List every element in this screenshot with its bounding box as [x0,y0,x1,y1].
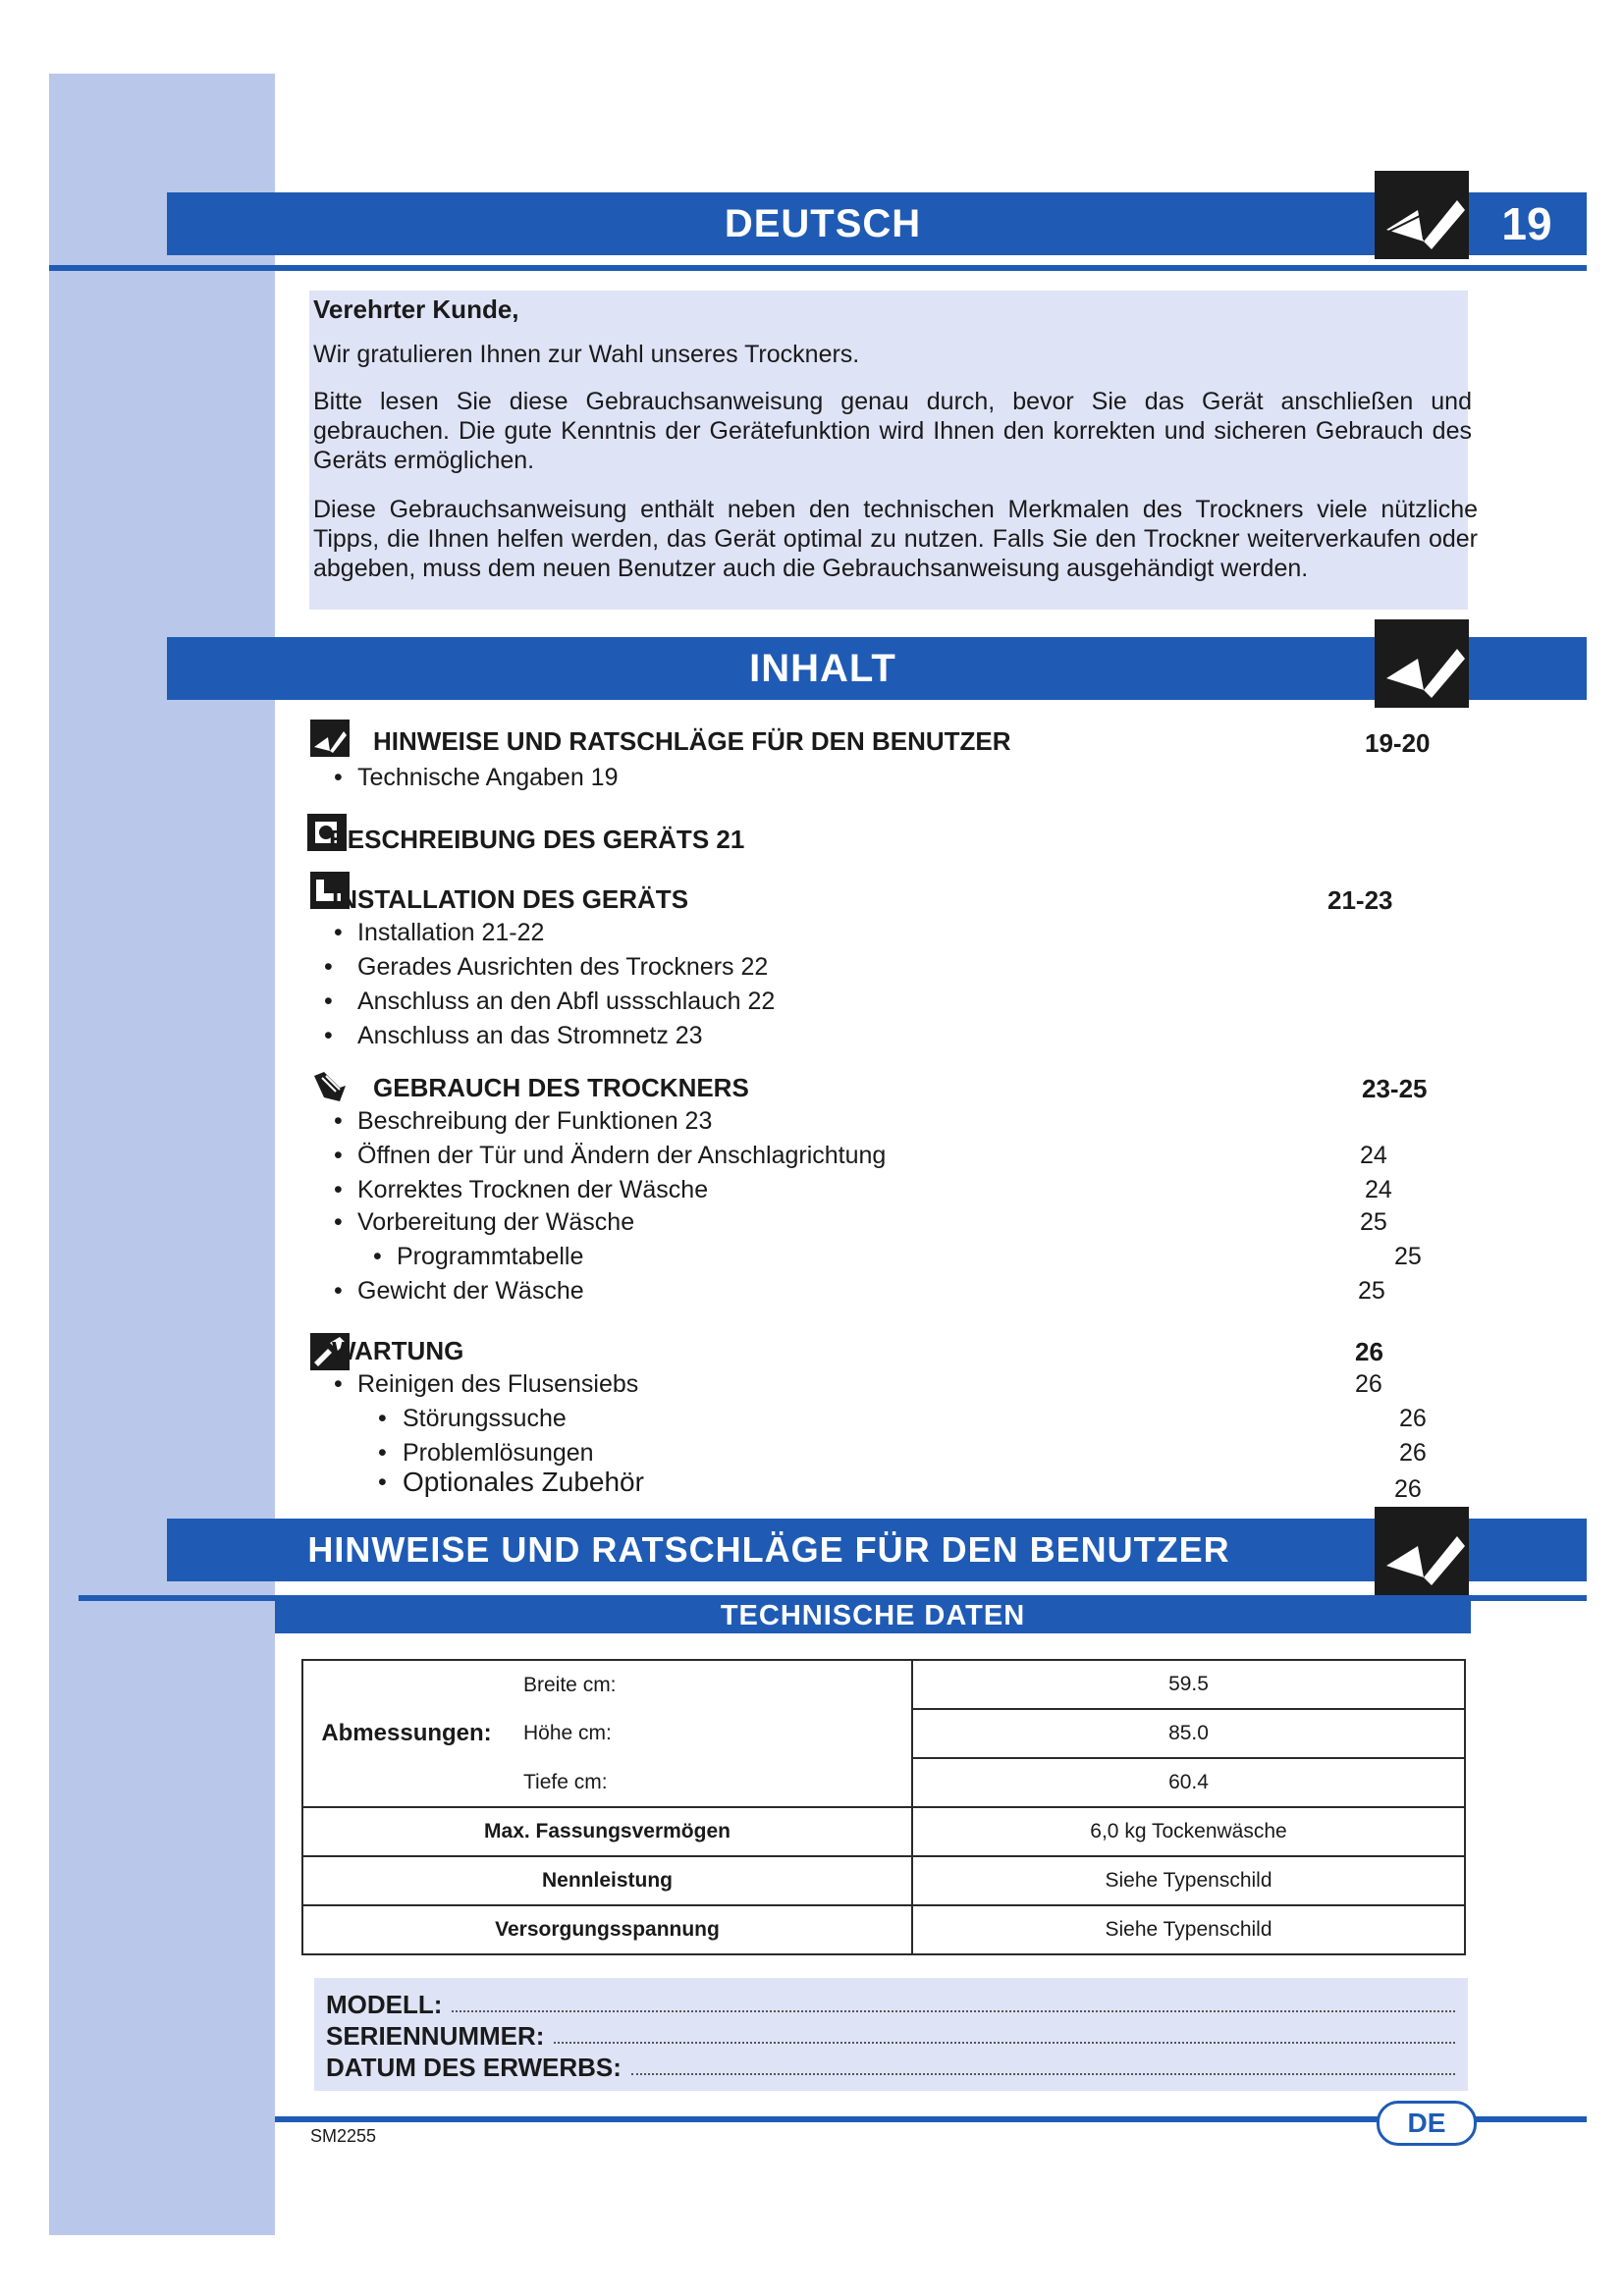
toc-item: Optionales Zubehör [403,1467,644,1497]
toc-page: 25 [1360,1208,1387,1236]
date-line[interactable] [631,2073,1455,2075]
table-row [302,1660,1465,1709]
toc-page: 21-23 [1327,885,1393,915]
bullet: • [378,1405,387,1432]
toc-heading: HINWEISE UND RATSCHLÄGE FÜR DEN BENUTZER [373,726,1011,756]
bullet: • [373,1243,382,1270]
bullet: • [334,1277,343,1305]
toc-heading: WARTUNG [332,1336,464,1365]
header-bar [167,192,1587,255]
toc-item: Gerades Ausrichten des Trockners 22 [357,953,769,981]
bullet: • [334,1370,343,1398]
toc-page: 26 [1355,1370,1382,1398]
serial-line[interactable] [554,2042,1455,2044]
bullet: • [324,953,333,981]
book-icon [1375,171,1469,259]
table-cell: 60.4 [912,1758,1465,1807]
toc-item: Reinigen des Flusensiebs [357,1370,639,1398]
toc-item: Öffnen der Tür und Ändern der Anschlagrichtung [357,1142,887,1169]
table-cell: 85.0 [912,1709,1465,1758]
toc-item: Anschluss an den Abfl ussschlauch 22 [357,988,776,1015]
table-cell: Nennleistung [302,1856,912,1905]
table-cell: Max. Fassungsvermögen [302,1807,912,1856]
toc-page: 26 [1355,1337,1383,1366]
page-sidebar [49,74,275,2235]
model-field[interactable] [326,1990,1455,2020]
table-cell: Breite cm: [510,1660,912,1709]
section-title: HINWEISE UND RATSCHLÄGE FÜR DEN BENUTZER [307,1529,1230,1570]
intro-paragraph: Diese Gebrauchsanweisung enthält neben den technischen Merkmalen des Trockners viele nützliche Tipps, die Ihnen helfen werden, das Gerät optimal zu nutzen. Falls Sie den Trockner weiterverkaufen oder abgeben, muss dem neuen Benutzer auch die Gebrauchsanweisung ausgehändigt werden. [313,496,1478,582]
toc-page: 25 [1358,1277,1385,1305]
table-cell: 6,0 kg Tockenwäsche [912,1807,1465,1856]
bullet: • [378,1468,387,1496]
contents-title: INHALT [749,646,896,690]
intro-panel [309,291,1478,610]
toc-heading: INSTALLATION DES GERÄTS [332,884,689,914]
toc-page: 25 [1394,1243,1422,1270]
page-number: 19 [1501,198,1552,249]
serial-label: SERIENNUMMER: [326,2021,545,2051]
bullet: • [334,919,343,946]
document-code: SM2255 [310,2126,377,2146]
table-cell: 59.5 [912,1660,1465,1709]
toc-page: 26 [1394,1475,1422,1503]
table-cell: Siehe Typenschild [912,1856,1465,1905]
greeting: Verehrter Kunde, [313,294,519,324]
table-row [302,1807,1465,1856]
bullet: • [324,1022,333,1049]
bullet: • [334,1176,343,1203]
bullet: • [334,1208,343,1236]
toc-item: Vorbereitung der Wäsche [357,1208,635,1236]
toc-page: 19-20 [1365,728,1431,758]
serial-field[interactable] [326,2021,1455,2052]
table-cell: Höhe cm: [510,1709,912,1758]
toc-item: Beschreibung der Funktionen 23 [357,1107,713,1135]
table-row [302,1905,1465,1954]
table-cell: Versorgungsspannung [302,1905,912,1954]
toc-item: Korrektes Trocknen der Wäsche [357,1176,709,1203]
bullet: • [334,1142,343,1169]
toc-item: Technische Angaben 19 [357,764,619,791]
toc-page: 24 [1360,1142,1387,1169]
model-line[interactable] [452,2010,1455,2012]
contents-bar [167,637,1587,700]
toc-item: Störungssuche [403,1405,567,1432]
table-cell: Siehe Typenschild [912,1905,1465,1954]
bullet: • [334,1107,343,1135]
dims-label: Abmessungen: [302,1660,510,1807]
bullet: • [324,988,333,1015]
toc-item: Gewicht der Wäsche [357,1277,584,1305]
section-bar [167,1519,1587,1581]
table-cell: Tiefe cm: [510,1758,912,1807]
registration-panel [314,1978,1468,2091]
toc-item: Problemlösungen [403,1439,594,1467]
intro-paragraph: Wir gratulieren Ihnen zur Wahl unseres Trockners. [313,341,860,368]
book-icon [1375,1507,1469,1595]
language-badge: DE [1377,2101,1477,2146]
date-field[interactable] [326,2053,1455,2083]
page-title: DEUTSCH [724,201,922,245]
date-label: DATUM DES ERWERBS: [326,2053,622,2082]
book-icon [1375,619,1469,708]
hand-book-icon [310,720,350,757]
tech-table [301,1659,1466,1955]
bullet: • [334,764,343,791]
toc-page: 23-25 [1362,1074,1428,1103]
tech-title: TECHNISCHE DATEN [275,1598,1471,1633]
toc-heading: BESCHREIBUNG DES GERÄTS 21 [329,825,745,854]
toc-page: 26 [1399,1405,1427,1432]
intro-paragraph: Bitte lesen Sie diese Gebrauchsanweisung genau durch, bevor Sie das Gerät anschließen und gebrauchen. Die gute Kenntnis der Gerätefunktion wird Ihnen den korrekten und sicheren Gebrauch des Geräts ermöglichen. [313,388,1472,474]
bullet: • [378,1439,387,1467]
table-row [302,1856,1465,1905]
model-label: MODELL: [326,1990,443,2019]
toc-heading: GEBRAUCH DES TROCKNERS [373,1073,749,1102]
divider-line [49,265,1587,271]
toc-item: Programmtabelle [397,1243,584,1270]
toc-item: Anschluss an das Stromnetz 23 [357,1022,703,1049]
toc-page: 24 [1365,1176,1392,1203]
hand-icon [310,1068,350,1105]
toc-page: 26 [1399,1439,1427,1467]
toc-item: Installation 21-22 [357,919,545,946]
